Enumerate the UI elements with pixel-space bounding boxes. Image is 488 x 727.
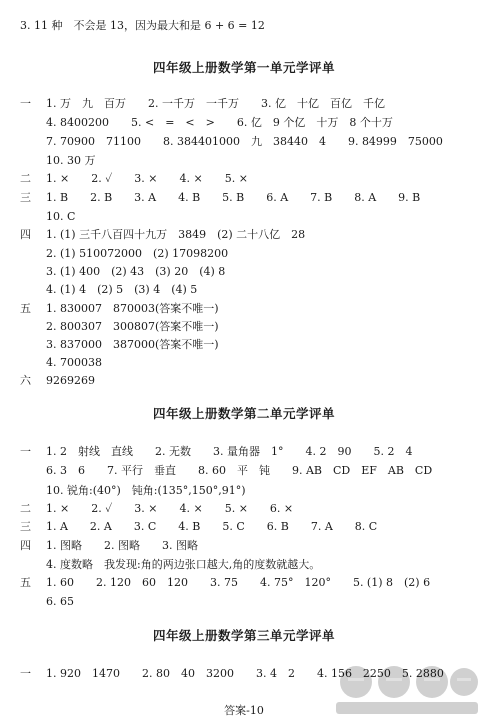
question-mark: 一 — [20, 97, 31, 110]
question-mark: 三 — [20, 520, 31, 533]
question-mark: 二 — [20, 502, 31, 515]
answer-line: 3. 837000 387000(答案不唯一) — [46, 338, 219, 351]
intro-line: 3. 11 种 不会是 13，因为最大和是 6 + 6 = 12 — [20, 19, 265, 32]
answer-line: 4. 度数略 我发现:角的两边张口越大,角的度数就越大。 — [46, 558, 321, 571]
answer-line: 1. (1) 三千八百四十九万 3849 (2) 二十八亿 28 — [46, 228, 306, 241]
question-mark: 二 — [20, 172, 31, 185]
answer-line: 1. 920 1470 2. 80 40 3200 3. 4 2 4. 156 2250 5. 2880 — [46, 667, 444, 680]
answer-line: 1. 万 九 百万 2. 一千万 一千万 3. 亿 十亿 百亿 千亿 — [46, 97, 385, 110]
question-mark: 一 — [20, 667, 31, 680]
question-mark: 一 — [20, 445, 31, 458]
answer-line: 6. 3 6 7. 平行 垂直 8. 60 平 钝 9. AB CD EF AB CD — [46, 464, 433, 477]
answer-line: 2. 800307 300807(答案不唯一) — [46, 320, 219, 333]
answer-line: 9269269 — [46, 374, 95, 387]
answer-line: 4. 700038 — [46, 356, 102, 369]
section-1-title: 四年级上册数学第一单元学评单 — [152, 60, 335, 75]
answer-line: 3. (1) 400 (2) 43 (3) 20 (4) 8 — [46, 265, 226, 278]
answer-line: 1. A 2. A 3. C 4. B 5. C 6. B 7. A 8. C — [46, 520, 378, 533]
answer-line: 1. 图略 2. 图略 3. 图略 — [46, 539, 198, 552]
answer-line: 4. 8400200 5. < = < > 6. 亿 9 个亿 十万 8 个十万 — [46, 116, 393, 129]
answer-line: 1. × 2. ✓ 3. × 4. × 5. × — [46, 172, 248, 185]
answer-line: 10. 锐角:(40°) 钝角:(135°,150°,91°) — [46, 484, 246, 497]
page-footer: 答案-10 — [224, 704, 264, 717]
question-mark: 五 — [20, 302, 31, 315]
answer-line: 6. 65 — [46, 595, 74, 608]
answer-line: 1. 830007 870003(答案不唯一) — [46, 302, 219, 315]
answer-line: 10. 30 万 — [46, 154, 96, 167]
answer-line: 1. 2 射线 直线 2. 无数 3. 量角器 1° 4. 2 90 5. 2 4 — [46, 445, 413, 458]
answer-line: 10. C — [46, 210, 76, 223]
question-mark: 四 — [20, 539, 31, 552]
answer-line: 2. (1) 510072000 (2) 17098200 — [46, 247, 229, 260]
section-2-title: 四年级上册数学第二单元学评单 — [152, 406, 335, 421]
answer-line: 4. (1) 4 (2) 5 (3) 4 (4) 5 — [46, 283, 198, 296]
section-3-title: 四年级上册数学第三单元学评单 — [152, 628, 335, 643]
answer-line: 1. 60 2. 120 60 120 3. 75 4. 75° 120° 5. (1) 8 (2) 6 — [46, 576, 431, 589]
question-mark: 五 — [20, 576, 31, 589]
question-mark: 三 — [20, 191, 31, 204]
answer-line: 7. 70900 71100 8. 384401000 九 38440 4 9. 84999 75000 — [46, 135, 443, 148]
answer-line: 1. B 2. B 3. A 4. B 5. B 6. A 7. B 8. A 9. B — [46, 191, 421, 204]
question-mark: 六 — [20, 374, 31, 387]
answer-line: 1. × 2. ✓ 3. × 4. × 5. × 6. × — [46, 502, 294, 515]
question-mark: 四 — [20, 228, 31, 241]
